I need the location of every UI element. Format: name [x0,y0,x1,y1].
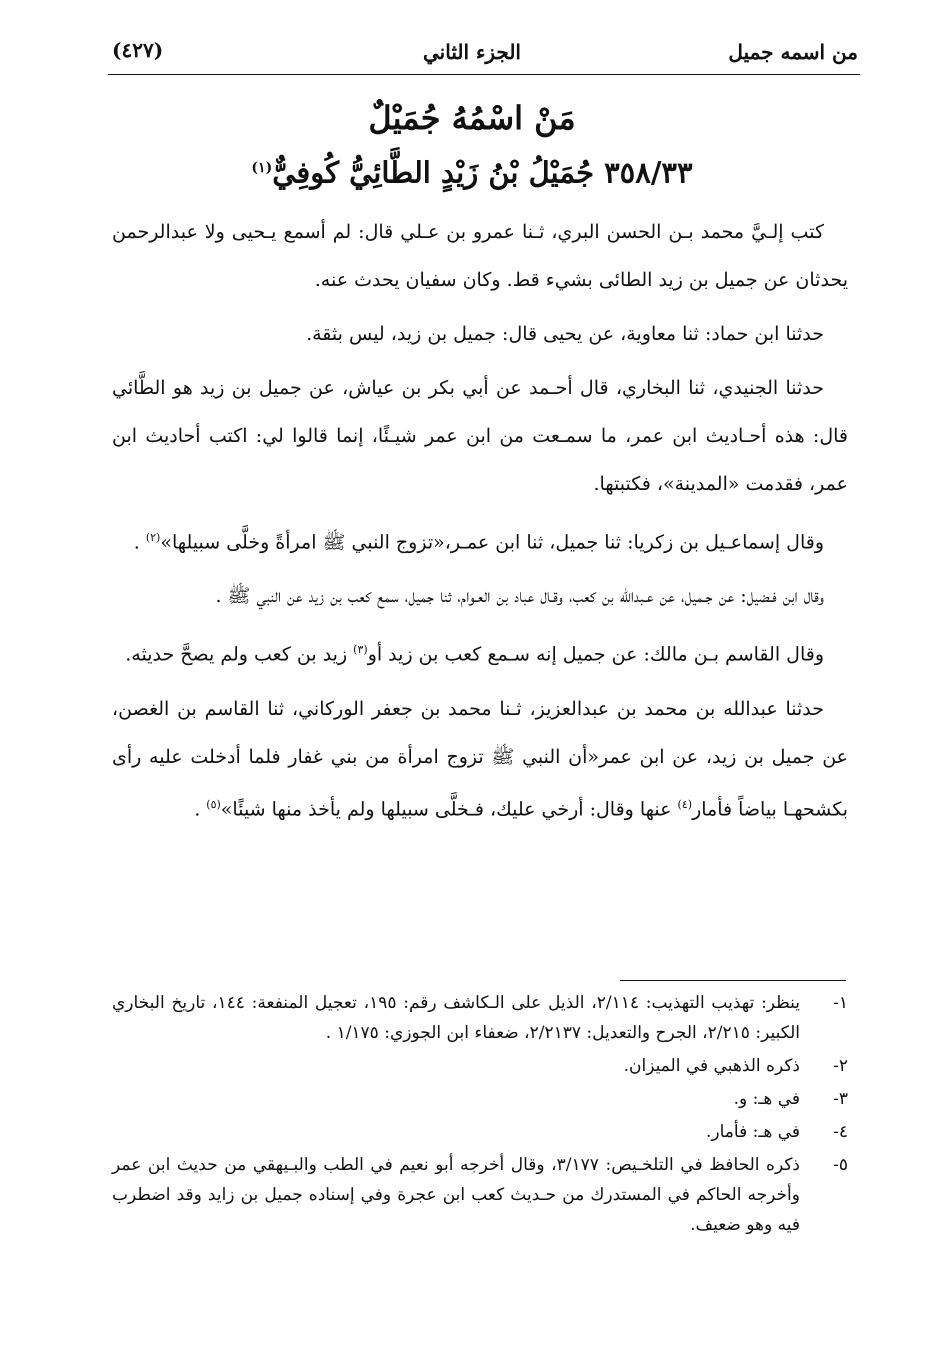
footnote-number: ١- [833,993,848,1013]
footnote-ref-2: (٢) [145,531,161,544]
paragraph-text: وقال إسماعـيل بن زكريا: ثنا جميل، ثنا ابن عمـر،«تزوج النبي ﷺ امرأةً وخلَّى سبيلها» [160,531,824,554]
part-label: الجزء الثاني [423,40,521,64]
paragraph [112,626,848,678]
entry-heading-text: ٣٥٨/٣٣ جُمَيْلُ بْنُ زَيْدٍ الطَّائِيُّ كُوفِيٌّ [272,155,693,190]
paragraph-end: زيد بن كعب ولم يصحَّ حديثه. [125,643,348,666]
footnote-ref-4: (٤) [677,797,693,811]
footnote-number: ٢- [833,1056,848,1076]
paragraph-mid: عنها وقال: أرخي عليك، فـخلَّى سبيلها ولم يأخذ منها شيئًا» [220,797,672,820]
footnote-text: ذكره الحافظ في التلخـيص: ٣/١٧٧، وقال أخرجه أبو نعيم في الطب والبـيهقي من حديث ابن عمر وأخرجه الحاكم في المستدرك من حـديث كعب ابن عجرة وفي إسناده جميل بن زايد وقد اضطرب فيه وهو ضعيف. [112,1155,800,1235]
paragraph: حدثنا الجنيدي، ثنا البخاري، قال أحـمد عن أبي بكر بن عياش، عن جميل بن زيد هو الطَّائي قال: هذه أحـاديث ابن عمر، ما سمـعت من ابن عمر شيـئًا، إنما قالوا لي: اكتب أحاديث ابن عمر، فقدمت «المدينة»، فكتبتها. [112,377,848,495]
footnotes [112,988,848,1243]
footnote-number: ٤- [833,1122,848,1142]
entry-heading [0,146,944,195]
footnote-ref-1: (١) [251,160,273,176]
paragraph-text: حدثنا عبدالله بن محمد بن عبدالعزيز، ثـنا محمد بن جعفر الوركاني، ثنا القاسم بن الغصن، عن جميل بن زيد، عن ابن عمر«أن النبي ﷺ تزوج امرأة من بني غفار فلما أدخلت عليه رأى بكشحهـا بياضاً فأمار [112,697,848,820]
footnote [112,988,848,1048]
footnote [112,1150,848,1240]
main-text [112,208,848,839]
paragraph-end: . [194,797,201,820]
page-number: (٤٢٧) [112,38,164,62]
chapter-title: مَنْ اسْمُهُ جُمَيْلٌ [368,99,576,137]
footnote-text: في هـ: و. [733,1089,800,1109]
header-rule [108,74,860,75]
footnote-rule [620,980,846,981]
footnote-number: ٥- [833,1155,848,1175]
running-title: من اسمه جميل [728,40,858,64]
paragraph-text: وقال القاسم بـن مالك: عن جميل إنه سـمع كعب بن زيد أو [367,643,824,666]
footnote-number: ٣- [833,1089,848,1109]
paragraph: كتب إلـيَّ محمد بـن الحسن البري، ثـنا عمرو بن عـلي قال: لم أسمع يـحيى ولا عبدالرحمن يحدثان عن جميل بن زيد الطائى بشيء قط. وكان سفيان يحدث عنه. [112,221,848,291]
paragraph: حدثنا ابن حماد: ثنا معاوية، عن يحيى قال: جميل بن زيد، ليس بثقة. [306,323,824,345]
footnote-text: في هـ: فأمار. [706,1122,800,1142]
footnote [112,1084,848,1114]
paragraph: وقال ابن فـضيل: عن جـميل، عن عـبدالله بن كعب، وقـال عباد بن العـوام، ثنا جميل، سمع كعب بن زيد عن النبي ﷺ . [215,585,824,608]
footnote-text: ذكره الذهبي في الميزان. [623,1056,800,1076]
paragraph-end: . [133,531,140,554]
footnote-text: ينظر: تهذيب التهذيب: ٢/١١٤، الذيل على الـكاشف رقم: ١٩٥، تعجيل المنفعة: ١٤٤، تاريخ البخاري الكبير: ٢/٢١٥، الجرح والتعديل: ٢/٢١٣٧، ضعفاء ابن الجوزي: ١/١٧٥ . [112,993,800,1043]
footnote [112,1051,848,1081]
footnote [112,1117,848,1147]
paragraph [112,685,848,833]
footnote-ref-5: (٥) [206,797,221,811]
footnote-ref-3: (٣) [353,643,368,657]
paragraph [112,514,848,566]
